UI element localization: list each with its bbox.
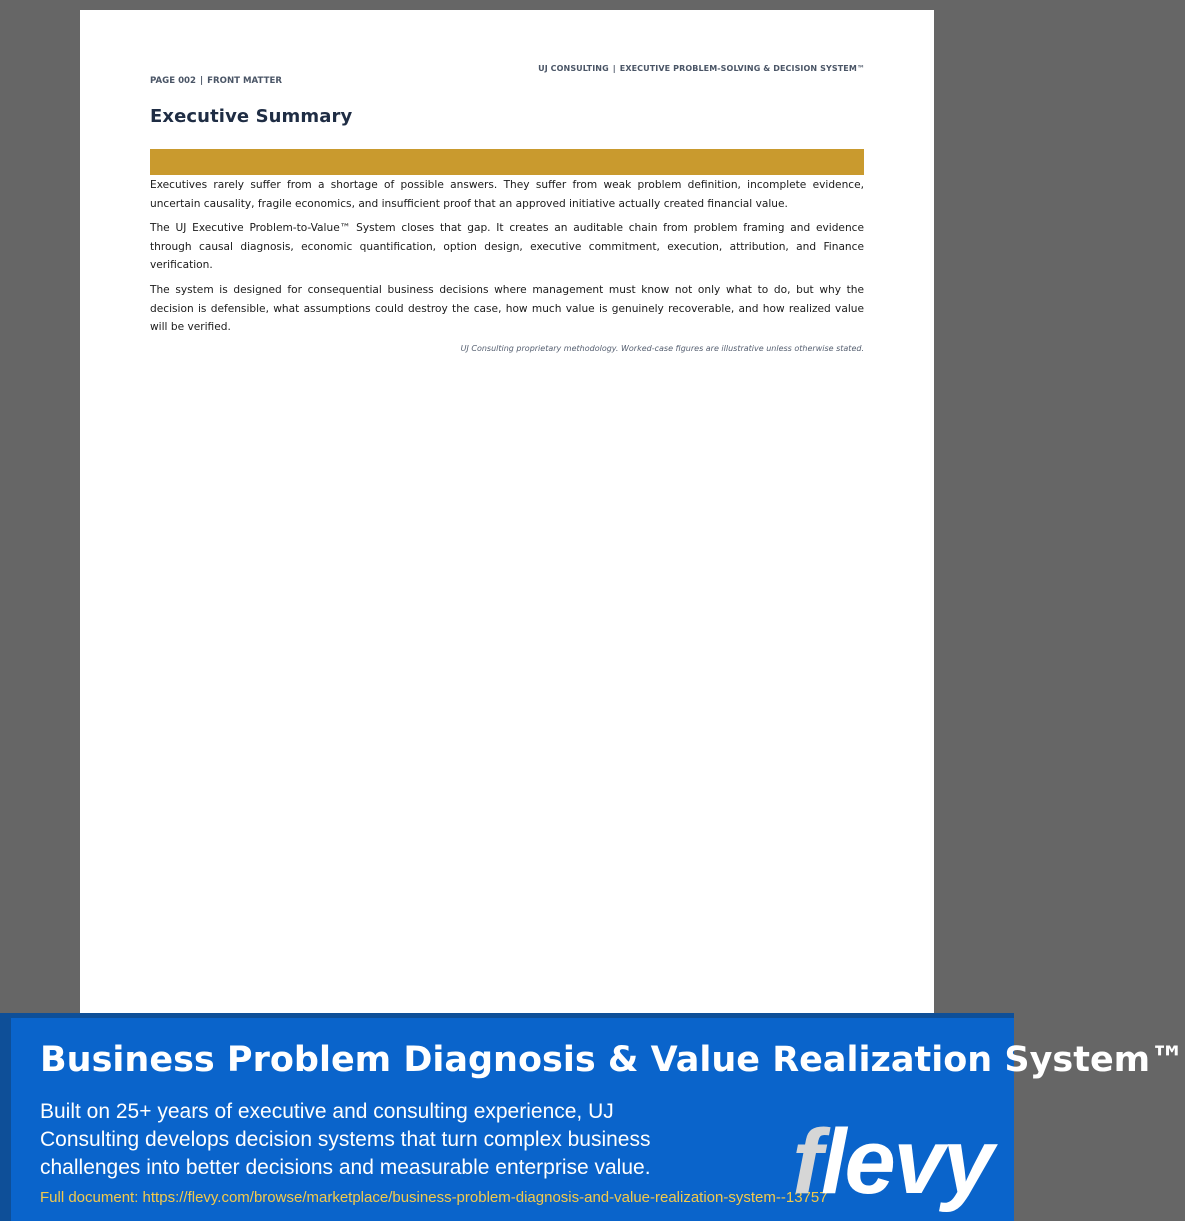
document-page xyxy=(80,10,934,1013)
running-header-right xyxy=(538,64,865,73)
logo-letter-f: f xyxy=(792,1111,821,1213)
header-left-separator: | xyxy=(200,76,204,86)
page-number: PAGE 002 xyxy=(150,76,197,86)
section-name: FRONT MATTER xyxy=(207,76,282,86)
promo-banner xyxy=(0,1013,1185,1221)
header-separator: | xyxy=(612,64,616,73)
summary-body xyxy=(150,176,864,343)
running-header-left xyxy=(150,76,282,86)
full-document-link[interactable]: Full document: https://flevy.com/browse/marketplace/business-problem-diagnosis-and-value-realization-system--13757 xyxy=(40,1189,828,1206)
paragraph: The UJ Executive Problem-to-Value™ System closes that gap. It creates an auditable chain from problem framing and evidence through causal diagnosis, economic quantification, option design, executive commitment, execution, attribution, and Finance verification. xyxy=(150,222,864,272)
promo-banner-panel xyxy=(11,1018,1185,1221)
header-company: UJ CONSULTING xyxy=(538,64,609,73)
flevy-logo[interactable] xyxy=(792,1111,992,1213)
banner-title: Business Problem Diagnosis & Value Realization System™ xyxy=(40,1040,1185,1080)
logo-letters-levy: levy xyxy=(820,1111,992,1213)
header-system-name: EXECUTIVE PROBLEM-SOLVING & DECISION SYSTEM™ xyxy=(619,64,865,73)
methodology-note: UJ Consulting proprietary methodology. Worked-case figures are illustrative unless otherwise stated. xyxy=(460,344,864,353)
banner-description: Built on 25+ years of executive and consulting experience, UJ Consulting develops decision systems that turn complex business challenges into better decisions and measurable enterprise value. xyxy=(40,1100,651,1179)
page-title: Executive Summary xyxy=(150,106,353,127)
accent-band xyxy=(150,149,864,175)
paragraph: The system is designed for consequential business decisions where management must know not only what to do, but why the decision is defensible, what assumptions could destroy the case, how much value is genuinely recoverable, and how realized value will be verified. xyxy=(150,283,864,334)
paragraph: Executives rarely suffer from a shortage of possible answers. They suffer from weak problem definition, incomplete evidence, uncertain causality, fragile economics, and insufficient proof that an approved initiative actually created financial value. xyxy=(150,179,864,210)
